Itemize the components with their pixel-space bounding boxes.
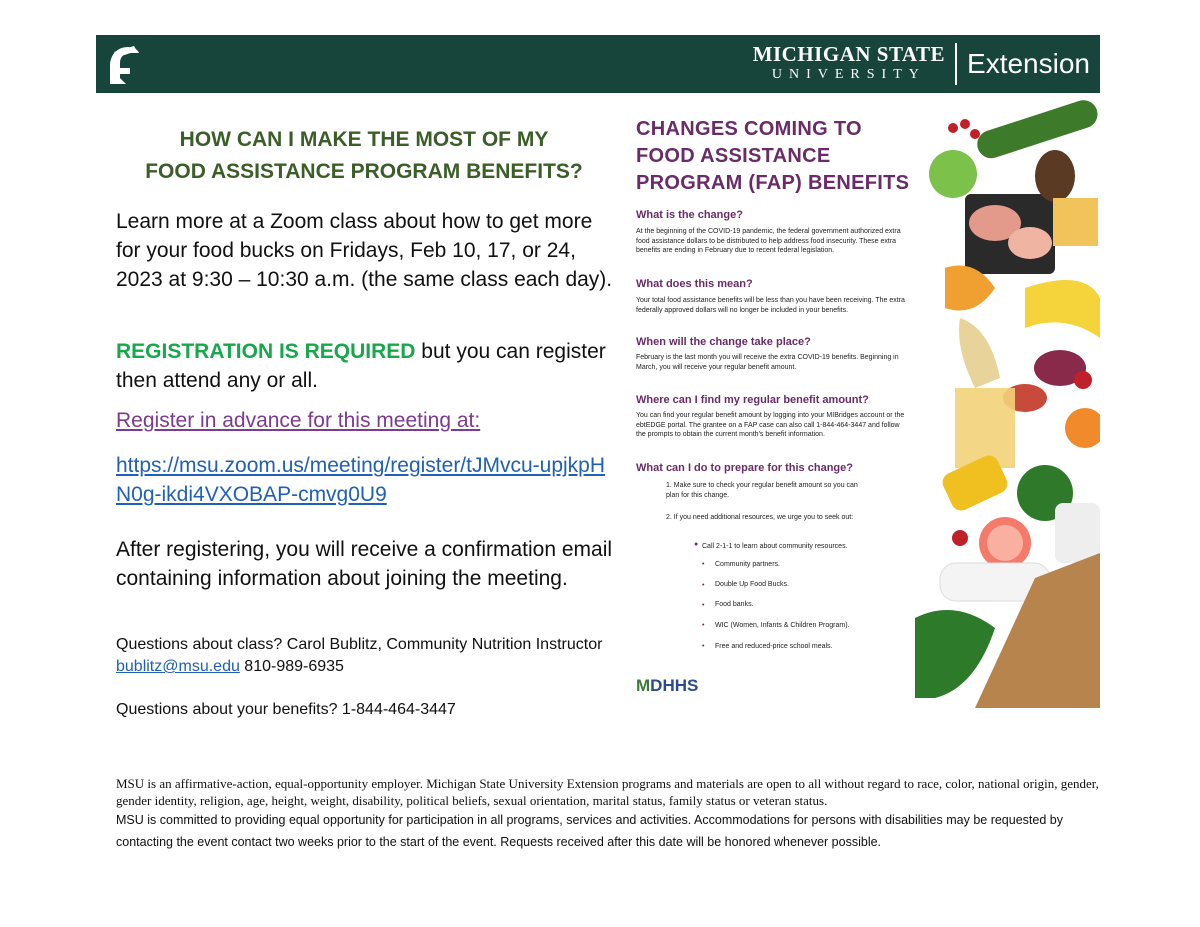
footer	[116, 775, 1106, 853]
mdhhs-logo-m: M	[636, 676, 651, 695]
flyer-step-1: 1. Make sure to check your regular benefit amount so you can plan for this change.	[666, 482, 858, 499]
main-heading	[114, 124, 624, 188]
flyer-bullet-main: Call 2-1-1 to learn about community resources.	[702, 543, 848, 550]
registration-note	[116, 337, 616, 395]
contact-email-link[interactable]: bublitz@msu.edu	[116, 658, 240, 675]
intro-text: Learn more at a Zoom class about how to get more for your food bucks on Fridays, Feb 10, 17, or 24, 2023 at 9:30 – 10:30 a.m. (the same class each day).	[116, 210, 613, 291]
brand-divider	[955, 43, 957, 85]
heading-line2: FOOD ASSISTANCE PROGRAM BENEFITS?	[145, 160, 583, 183]
flyer-answer-4: You can find your regular benefit amount by logging into your MIBridges account or the ebtEDGE portal. The grantee on a FAP case can also call 1-844-464-3447 and follow the prompts to obtain the current month's benefit information.	[636, 412, 905, 438]
flyer-question-3: When will the change take place?	[636, 336, 811, 348]
footer-equal-opportunity: MSU is an affirmative-action, equal-opportunity employer. Michigan State University Extension programs and materials are open to all without regard to race, color, national origin, gender, gender identity, religion, age, height, weight, disability, political beliefs, sexual orientation, marital status, family status or veteran status.	[116, 776, 1099, 808]
bullet-dot: •	[702, 602, 705, 609]
food-groceries-image	[915, 98, 1100, 708]
bullet-dot: •	[702, 582, 705, 589]
flyer-title	[636, 116, 909, 197]
flyer-step-2: 2. If you need additional resources, we urge you to seek out:	[666, 514, 854, 521]
bullet-dot: •	[702, 561, 705, 568]
bullet-dot: ●	[694, 541, 699, 548]
header-bar	[96, 35, 1100, 93]
flyer-sub-item: Community partners.	[715, 561, 780, 568]
flyer-title-line2: FOOD ASSISTANCE	[636, 145, 831, 167]
flyer-question-5: What can I do to prepare for this change?	[636, 462, 853, 474]
mdhhs-logo	[636, 676, 698, 696]
flyer-answer-1: At the beginning of the COVID-19 pandemic, the federal government authorized extra food assistance dollars to be distributed to help address food insecurity. These extra benefits are ending in February due to recent federal legislation.	[636, 228, 901, 254]
flyer-answer-2: Your total food assistance benefits will be less than you have been receiving. The extra federally approved dollars will no longer be included in your benefits.	[636, 297, 905, 314]
flyer-sub-item: WIC (Women, Infants & Children Program).	[715, 622, 850, 629]
registration-rest: but you can register then attend any or all.	[116, 340, 606, 392]
flyer-title-line3: PROGRAM (FAP) BENEFITS	[636, 172, 910, 194]
flyer-answer-3: February is the last month you will receive the extra COVID-19 benefits. Beginning in March, you will receive your regular benefit amount.	[636, 354, 899, 371]
bullet-dot: •	[702, 622, 705, 629]
heading-line1: HOW CAN I MAKE THE MOST OF MY	[179, 128, 549, 151]
flyer-sub-item: Food banks.	[715, 601, 754, 608]
register-url-link[interactable]: https://msu.zoom.us/meeting/register/tJMvcu-upjkpHN0g-ikdi4VXOBAP-cmvg0U9	[116, 454, 606, 506]
benefits-question: Questions about your benefits? 1-844-464-3447	[116, 701, 456, 718]
after-register-text: After registering, you will receive a confirmation email containing information about joining the meeting.	[116, 538, 613, 590]
registration-required: REGISTRATION IS REQUIRED	[116, 340, 416, 363]
msu-extension-logo	[753, 39, 1090, 89]
spartan-helmet-icon	[104, 44, 142, 86]
bullet-dot: •	[702, 643, 705, 650]
flyer-title-line1: CHANGES COMING TO	[636, 118, 862, 140]
flyer-question-2: What does this mean?	[636, 278, 753, 290]
footer-accommodations: MSU is committed to providing equal opportunity for participation in all programs, services and activities. Accommodations for persons with disabilities may be requested by contacting the event contact two weeks prior to the start of the event. Requests received after this date will be honored whenever possible.	[116, 813, 1063, 849]
register-prompt-link[interactable]: Register in advance for this meeting at:	[116, 409, 481, 432]
brand-extension: Extension	[967, 48, 1090, 79]
brand-line2: UNIVERSITY	[771, 67, 926, 82]
contact-phone: 810-989-6935	[239, 658, 344, 675]
flyer-sub-item: Double Up Food Bucks.	[715, 581, 789, 588]
flyer-sub-item: Free and reduced-price school meals.	[715, 643, 833, 650]
class-contact	[116, 634, 616, 678]
brand-line1: MICHIGAN STATE	[752, 42, 946, 66]
flyer-question-1: What is the change?	[636, 209, 743, 221]
flyer-question-4: Where can I find my regular benefit amount?	[636, 394, 869, 406]
mdhhs-logo-rest: DHHS	[650, 676, 699, 695]
contact-prefix: Questions about class? Carol Bublitz, Community Nutrition Instructor	[116, 636, 603, 653]
